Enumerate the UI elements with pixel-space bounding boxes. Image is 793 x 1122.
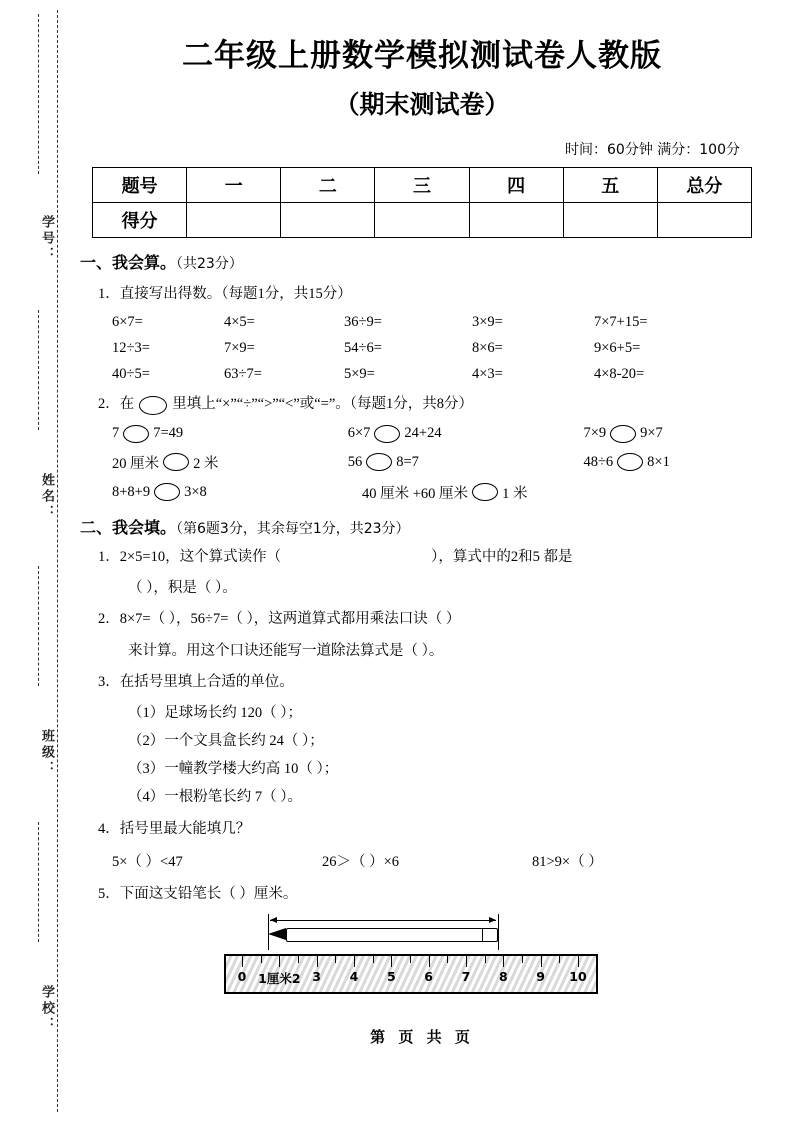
pencil-body [286,928,484,942]
question-2-4-head: 4．括号里最大能填几？ [98,820,251,837]
score-cell-3[interactable] [375,203,469,238]
compare-right: 1 米 [502,485,528,502]
calc-item: 8×6= [472,340,503,357]
seal-divider-3 [38,566,39,686]
question-1-2-text [98,393,772,415]
score-cell-1[interactable] [187,203,281,238]
answer-circle-icon[interactable] [139,396,167,415]
answer-circle-icon[interactable] [617,453,643,471]
seal-label-name: 姓名： [39,473,54,521]
calc-item: 4×3= [472,366,503,383]
section-1-title: 一、我会算。 [80,253,177,272]
calc-row [112,366,772,383]
compare-item [112,483,362,501]
calc-item: 5×9= [344,366,375,383]
question-2-2-line1: 2．8×7=（ ），56÷7=（ ），这两道算式都用乘法口诀（ ） [98,611,461,628]
table-row [93,168,752,203]
ruler-number: 9 [536,969,546,985]
question-1-2-points: （每题1分，共8分） [349,396,474,413]
score-table-header-1: 一 [187,168,281,203]
table-row [93,203,752,238]
ruler-tick-half [261,956,262,963]
page-title: 二年级上册数学模拟测试卷人教版 [182,38,662,74]
score-cell-5[interactable] [563,203,657,238]
ruler-icon [224,954,598,994]
ruler-tick-half [410,956,411,963]
fill-item: 81>9×（ ） [532,854,603,871]
seal-dashed-line [57,10,58,1112]
section-1-heading [80,250,772,273]
section-1-points: （共23分） [176,256,243,272]
ruler-scale [226,956,596,992]
question-2-3-item: （4）一根粉笔长约 7（ ）。 [128,788,302,805]
compare-left: 20 厘米 [112,455,160,472]
ruler-tick [317,956,318,967]
compare-right: 8=7 [396,453,419,470]
ruler-number: 0 [237,969,247,985]
ruler-tick-half [298,956,299,963]
calc-item: 40÷5= [112,366,150,383]
seal-divider-1 [38,14,39,174]
score-table-row-label: 得分 [93,203,187,238]
ruler-tick [354,956,355,967]
ruler-tick [578,956,579,967]
answer-circle-icon[interactable] [610,425,636,443]
compare-left: 7 [112,425,120,442]
fill-item: 5×（ ）<47 [112,854,183,871]
calc-row [112,340,772,357]
score-table [92,167,752,238]
seal-label-student-id: 学号： [39,215,54,263]
answer-circle-icon[interactable] [123,425,149,443]
compare-left: 48÷6 [583,453,614,470]
pencil-tip [268,928,286,940]
compare-item [583,453,772,471]
compare-left: 8+8+9 [112,483,151,500]
compare-right: 9×7 [640,425,663,442]
calc-item: 6×7= [112,314,143,331]
compare-right: 7=49 [153,425,184,442]
question-2-1-pre: 1．2×5=10，这个算式读作（ [98,548,282,565]
compare-row [112,425,772,443]
ruler-tick-half [559,956,560,963]
ruler-tick [466,956,467,967]
seal-label-class: 班级： [39,729,54,777]
question-1-2-pre: 2．在 [98,396,135,413]
score-table-header-total: 总分 [657,168,751,203]
seal-column [22,14,56,1108]
score-cell-4[interactable] [469,203,563,238]
ruler-tick [541,956,542,967]
compare-right: 3×8 [184,483,207,500]
ruler-number: 3 [312,969,322,985]
ruler-number: 4 [349,969,359,985]
pencil-ruler-figure [72,912,772,1022]
compare-left: 7×9 [583,425,607,442]
calc-item: 3×9= [472,314,503,331]
score-table-header-3: 三 [375,168,469,203]
score-table-header-4: 四 [469,168,563,203]
question-2-1-line1 [98,546,772,569]
ruler-tick [279,956,280,967]
seal-divider-2 [38,310,39,430]
arrowhead-left-icon [270,917,277,923]
ruler-tick-half [373,956,374,963]
seal-label-school: 学校： [39,985,54,1033]
score-table-header-2: 二 [281,168,375,203]
answer-circle-icon[interactable] [366,453,392,471]
fill-row [112,850,772,871]
measure-arrow [270,920,496,921]
score-cell-total[interactable] [657,203,751,238]
compare-left: 56 [347,453,363,470]
answer-circle-icon[interactable] [163,453,189,471]
page-subtitle: （期末测试卷） [334,90,510,119]
calc-item: 63÷7= [224,366,262,383]
seal-divider-4 [38,822,39,942]
ruler-number: 5 [386,969,396,985]
compare-item [112,452,348,473]
calc-item: 12÷3= [112,340,150,357]
ruler-tick [391,956,392,967]
compare-item [348,453,584,471]
score-table-header-label: 题号 [93,168,187,203]
exam-meta-info: 时间：60分钟 满分：100分 [565,142,740,158]
calc-item: 4×5= [224,314,255,331]
section-2-heading [80,515,772,538]
compare-item [348,425,584,443]
ruler-number: 6 [424,969,434,985]
answer-circle-icon[interactable] [154,483,180,501]
ruler-tick-half [485,956,486,963]
ruler-tick-half [522,956,523,963]
ruler-number: 8 [498,969,508,985]
ruler-tick [503,956,504,967]
question-2-3-head: 3．在括号里填上合适的单位。 [98,673,294,690]
question-2-3-item: （3）一幢教学楼大约高 10（ ）； [128,760,339,777]
section-2-title: 二、我会填。 [80,517,177,537]
ruler-tick [429,956,430,967]
compare-row [112,482,772,503]
score-cell-2[interactable] [281,203,375,238]
arrowhead-right-icon [489,917,496,923]
calc-item: 54÷6= [344,340,382,357]
question-2-3-item: （2）一个文具盒长约 24（ ）； [128,732,324,749]
ruler-number: 1厘米2 [258,971,301,987]
ruler-number: 10 [569,969,587,985]
score-table-header-5: 五 [563,168,657,203]
compare-right: 8×1 [647,453,670,470]
question-2-5-text: 5．下面这支铅笔长（ ）厘米。 [98,886,298,903]
ruler-number: 7 [461,969,471,985]
calc-item: 4×8-20= [594,366,645,383]
calc-item: 7×9= [224,340,255,357]
calc-row [112,314,772,331]
pencil-icon [268,926,498,942]
ruler-tick-half [447,956,448,963]
compare-right: 24+24 [404,425,442,442]
page-footer: 第 页 共 页 [370,1028,474,1047]
calc-item: 7×7+15= [594,314,648,331]
compare-left: 6×7 [347,425,371,442]
compare-item [362,482,527,503]
question-2-1-post: ），算式中的2和5 都是 [431,548,573,565]
question-1-2-post: 里填上“×”“÷”“>”“<”或“=”。 [172,396,350,413]
pencil-eraser [482,928,498,942]
answer-circle-icon[interactable] [374,425,400,443]
question-2-1-line2: （ ），积是（ ）。 [128,580,237,597]
calc-item: 9×6+5= [594,340,641,357]
section-2-points: （第6题3分，其余每空1分，共23分） [176,520,410,537]
compare-row [112,452,772,473]
fill-item: 26＞（ ）×6 [322,854,400,871]
compare-right: 2 米 [193,455,219,472]
question-2-2-line2: 来计算。用这个口诀还能写一道除法算式是（ ）。 [128,642,444,659]
calc-item: 36÷9= [344,314,382,331]
compare-left: 40 厘米 +60 厘米 [362,485,469,502]
question-2-3-item: （1）足球场长约 120（ ）； [128,704,302,721]
ruler-tick [242,956,243,967]
question-1-1-text: 1．直接写出得数。（每题1分，共15分） [98,286,352,302]
compare-item [583,425,772,443]
paper-content [72,16,772,1047]
ruler-tick-half [335,956,336,963]
compare-item [112,425,348,443]
answer-circle-icon[interactable] [472,483,498,501]
measure-line-right [498,914,499,950]
